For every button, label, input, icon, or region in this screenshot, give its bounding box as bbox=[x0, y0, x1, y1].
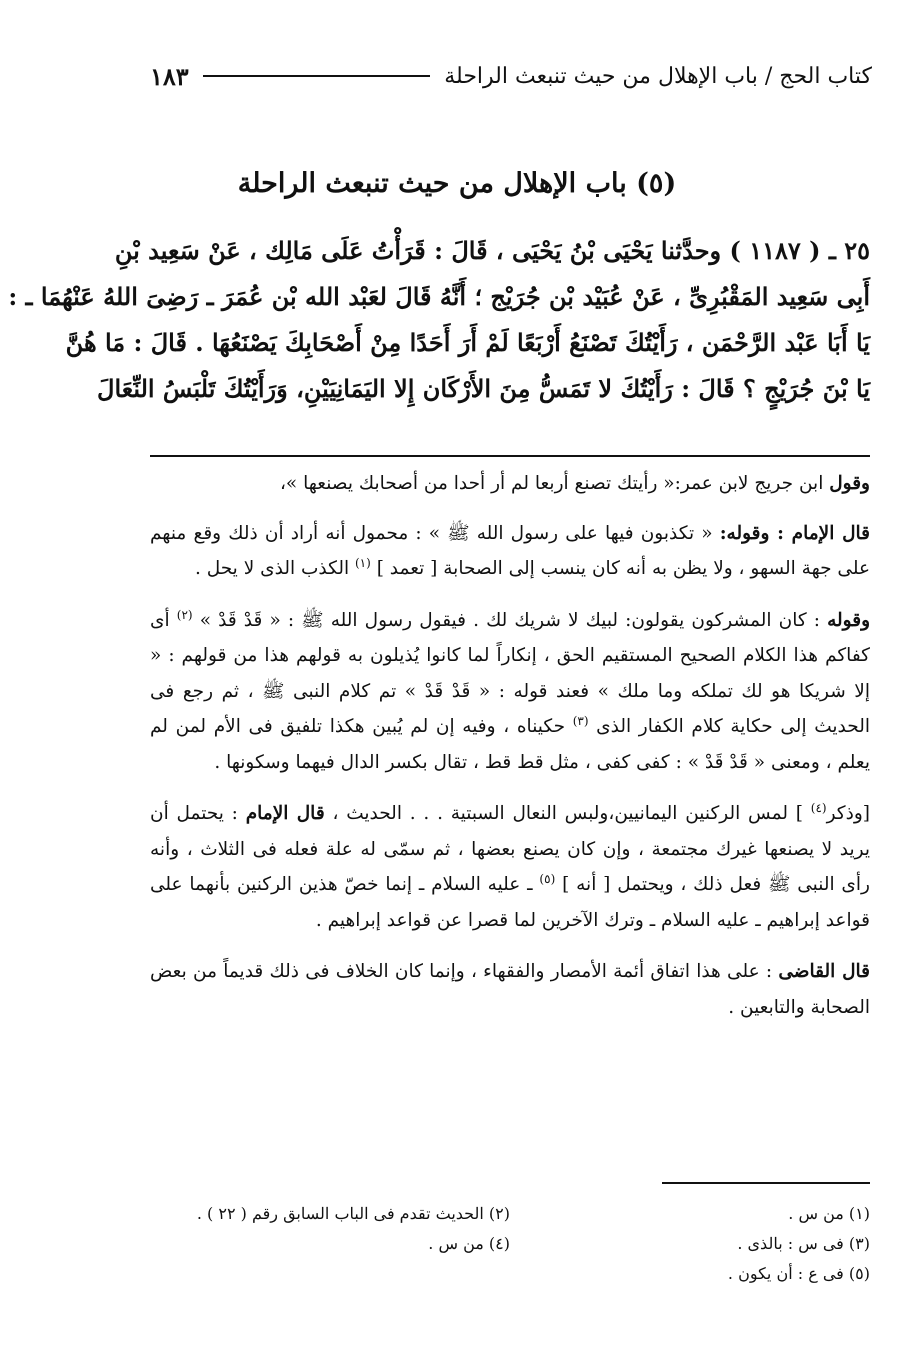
hadith-line: يَا بْنَ جُرَيْجٍ ؟ قَالَ : رَأَيْتُكَ لا تَمَسُّ مِنَ الأَرْكَان إِلا اليَمَانِيَيْنِ، وَرَأَيْتُكَ تَلْبَسُ النِّعَالَ bbox=[97, 374, 870, 403]
footnote-ref[interactable]: (٣) bbox=[572, 713, 589, 728]
commentary-paragraph bbox=[150, 603, 870, 781]
paragraph-lead: وقول bbox=[829, 473, 870, 494]
paragraph-text: : يحتمل أن يريد لا يصنعها غيرك مجتمعة ، وإن كان يصنع بعضها ، ثم سمّى له علة فعله فى الثلاث ، وأنه رأى النبى ﷺ فعل ذلك ، ويحتمل [ أنه ] bbox=[150, 803, 870, 895]
page-number: ١٨٣ bbox=[150, 61, 189, 91]
footnote: (٢) الحديث تقدم فى الباب السابق رقم ( ٢٢ ) . bbox=[196, 1203, 510, 1223]
paragraph-text: ابن جريج لابن عمر:« رأيتك تصنع أربعا لم أر أحدا من أصحابك يصنعها »، bbox=[279, 473, 830, 494]
commentary-paragraph bbox=[150, 516, 870, 587]
commentary bbox=[150, 466, 870, 1041]
paragraph-text: الكذب الذى لا يحل . bbox=[194, 558, 355, 579]
paragraph-lead: وقوله bbox=[827, 609, 870, 631]
commentary-paragraph bbox=[150, 954, 870, 1025]
paragraph-text: أى كفاكم هذا الكلام الصحيح المستقيم الحق ، إنكاراً لما كانوا يُذيلون به قولهم هذا من قولهم : « إلا شريكا هو لك تملكه وما ملك » فعند قوله : « قَدْ قَدْ » تم كلام النبى ﷺ ، ثم رجع فى الحديث إلى حكاية كلام الكفار الذى bbox=[150, 609, 870, 737]
paragraph-text: : على هذا اتفاق أئمة الأمصار والفقهاء ، وإنما كان الخلاف فى ذلك قديماً من بعض الصحابة والتابعين . bbox=[150, 961, 870, 1018]
paragraph-lead: قال الإمام : وقوله: bbox=[719, 522, 870, 544]
paragraph-text: ـ عليه السلام ـ إنما خصّ هذين الركنين بأنهما على قواعد إبراهيم ـ عليه السلام ـ وترك الآخرين لما قصرا عن قواعد إبراهيم . bbox=[150, 874, 870, 931]
commentary-paragraph bbox=[150, 796, 870, 938]
footnote-row bbox=[150, 1228, 870, 1258]
footnote-ref[interactable]: (١) bbox=[354, 555, 371, 570]
footnote-ref[interactable]: (٤) bbox=[810, 800, 827, 815]
footnote-row bbox=[150, 1258, 870, 1288]
footnote-divider bbox=[662, 1182, 870, 1184]
footnotes bbox=[150, 1198, 870, 1288]
footnote-ref[interactable]: (٢) bbox=[176, 607, 193, 622]
hadith-line: ٢٥ ـ ( ١١٨٧ ) وحدَّثنا يَحْيَى بْنُ يَحْيَى ، قَالَ : قَرَأْتُ عَلَى مَالِك ، عَنْ سَعِيد بْنِ bbox=[114, 236, 870, 265]
running-title: كتاب الحج / باب الإهلال من حيث تنبعث الراحلة bbox=[444, 63, 872, 89]
chapter-title: (٥) باب الإهلال من حيث تنبعث الراحلة bbox=[237, 168, 677, 199]
header-rule bbox=[203, 75, 431, 77]
paragraph-lead: قال القاضى bbox=[778, 961, 871, 982]
footnote-ref[interactable]: (٥) bbox=[539, 871, 556, 886]
page-header bbox=[150, 58, 872, 94]
paragraph-text: « تكذبون فيها على رسول الله ﷺ » : محمول أنه أراد أن ذلك وقع منهم على جهة السهو ، ولا يظن به أنه كان ينسب إلى الصحابة [ تعمد ] bbox=[150, 522, 870, 579]
hadith-line: يَا أَبَا عَبْد الرَّحْمَن ، رَأَيْتُكَ تَصْنَعُ أَرْبَعًا لَمْ أَرَ أَحَدًا مِنْ أَصْحَابِكَ يَصْنَعُهَا . قَالَ : مَا هُنَّ bbox=[65, 328, 870, 357]
footnote-row bbox=[150, 1198, 870, 1228]
paragraph-text: : كان المشركون يقولون: لبيك لا شريك لك . فيقول رسول الله ﷺ : « قَدْ قَدْ » bbox=[192, 609, 828, 631]
main-text-divider bbox=[150, 455, 870, 457]
footnote: (١) من س . bbox=[788, 1203, 870, 1223]
footnote: (٣) فى س : بالذى . bbox=[737, 1233, 870, 1253]
commentary-paragraph bbox=[150, 466, 870, 502]
hadith-line: أَبِى سَعِيد المَقْبُرِىِّ ، عَنْ عُبَيْد بْن جُرَيْج ؛ أَنَّهُ قَالَ لعَبْد الله بْن عُمَرَ ـ رَضِىَ اللهُ عَنْهُمَا ـ : bbox=[8, 282, 870, 311]
paragraph-text: حكيناه ، وفيه إن لم يُبين هكذا تلفيق فى الأم لمن لم يعلم ، ومعنى « قَدْ قَدْ » : كفى كفى ، مثل قط قط ، تقال بكسر الدال فيهما وسكونها . bbox=[150, 716, 870, 773]
paragraph-text: [وذكر bbox=[826, 803, 870, 824]
paragraph-text: ] لمس الركنين اليمانيين،ولبس النعال السبتية . . . الحديث ، bbox=[324, 803, 811, 824]
footnote: (٤) من س . bbox=[428, 1233, 510, 1253]
footnote: (٥) فى ع : أن يكون . bbox=[727, 1263, 870, 1283]
hadith-text bbox=[8, 228, 870, 412]
paragraph-lead: قال الإمام bbox=[245, 803, 325, 824]
